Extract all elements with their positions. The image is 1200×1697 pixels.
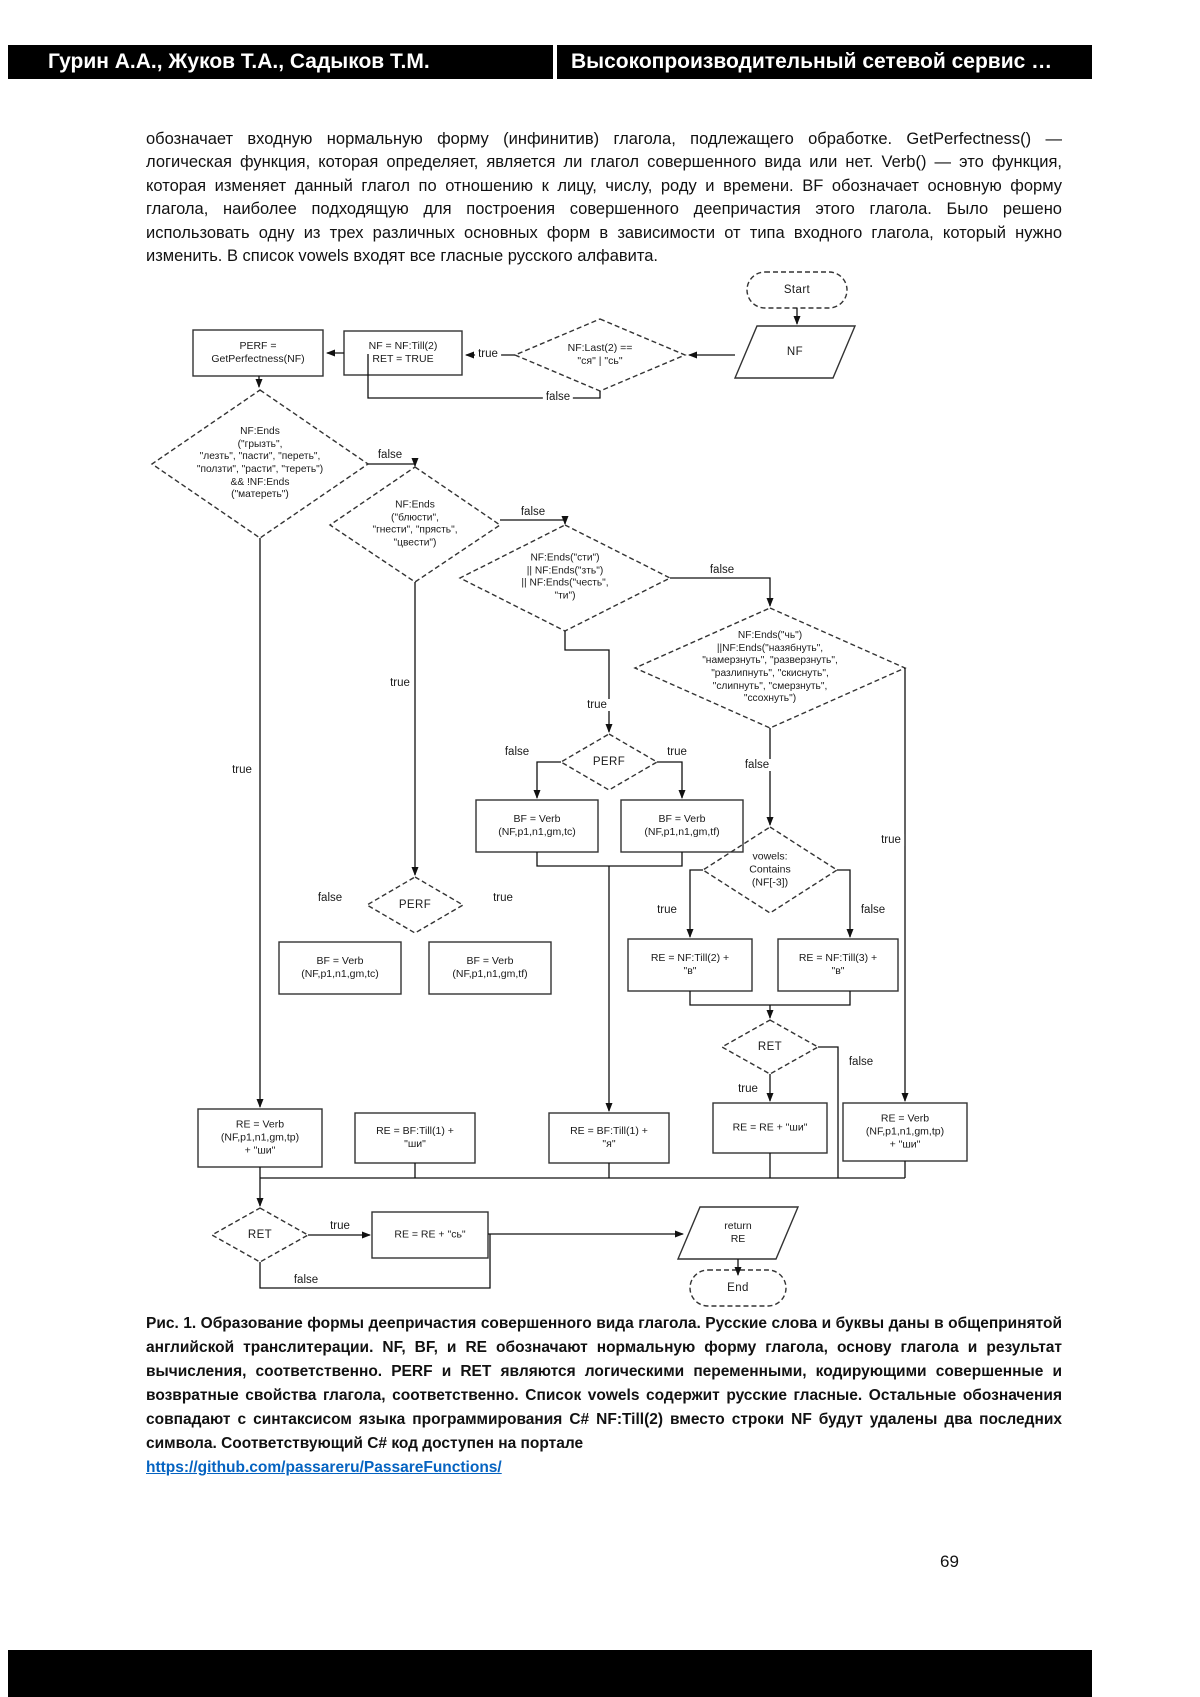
decision-sti-endings: NF:Ends("сти") || NF:Ends("зть") || NF:Ends("честь", "ти") <box>521 552 609 602</box>
decision-ret: RET <box>757 1040 783 1053</box>
process-re-bf-ya: RE = BF:Till(1) + "я" <box>570 1124 648 1150</box>
edge-label-false: false <box>543 391 573 403</box>
decision-vowels-contains: vowels: Contains (NF[-3]) <box>749 850 791 889</box>
edge-label-true: true <box>878 834 904 846</box>
edge-label-true: true <box>327 1220 353 1232</box>
figure-caption-text: Рис. 1. Образование формы деепричастия совершенного вида глагола. Русские слова и буквы даны в общепринятой английской транслитерации. NF, BF, и RE обозначают нормальную форму глагола, основу глагола и результат вычисления, соответственно. PERF и RET являются логическими переменными, кодирующими совершенные и возвратные свойства глагола, соответственно. Список vowels содержит русские гласные. Остальные обозначения совпадают с синтаксисом языка программирования C# NF:Till(2) вместо строки NF будут удалены два последних символа. Соответствующий C# код доступен на портале <box>146 1315 1062 1453</box>
end-node: End <box>727 1281 749 1294</box>
process-re-append-sja: RE = RE + "сь" <box>394 1228 466 1241</box>
header-bar <box>8 45 1092 79</box>
header-authors: Гурин А.А., Жуков Т.А., Садыков Т.М. <box>48 50 430 73</box>
process-bf-tc-upper: BF = Verb (NF,p1,n1,gm,tc) <box>498 812 576 838</box>
edge-label-true: true <box>490 892 516 904</box>
edge-label-true: true <box>475 348 501 360</box>
process-strip-reflexive: NF = NF:Till(2) RET = TRUE <box>368 339 438 365</box>
process-get-perfectness: PERF = GetPerfectness(NF) <box>211 339 305 365</box>
process-re-re-shi: RE = RE + "ши" <box>732 1121 808 1134</box>
header-running-title: Высокопроизводительный сетевой сервис … <box>571 50 1053 73</box>
edge-label-false: false <box>518 506 548 518</box>
process-bf-tc-lower: BF = Verb (NF,p1,n1,gm,tc) <box>301 954 379 980</box>
edge-label-false: false <box>858 904 888 916</box>
return-re-node: return RE <box>724 1219 752 1245</box>
page-number: 69 <box>940 1552 959 1571</box>
start-node: Start <box>783 283 811 296</box>
edge-label-true: true <box>584 699 610 711</box>
process-re-till3-v: RE = NF:Till(3) + "в" <box>798 951 878 977</box>
edge-label-true: true <box>664 746 690 758</box>
decision-perf-lower: PERF <box>398 898 432 911</box>
edge-label-true: true <box>654 904 680 916</box>
decision-ch-endings: NF:Ends("чь") ||NF:Ends("назябнуть", "намерзнуть", "разверзнуть", "разлипнуть", "скиснуть", "слипнуть", "смерзнуть", "ссохнуть") <box>702 630 838 705</box>
edge-label-false: false <box>846 1056 876 1068</box>
edge-label-true: true <box>387 677 413 689</box>
process-re-till2-v: RE = NF:Till(2) + "в" <box>650 951 730 977</box>
decision-perf-upper: PERF <box>592 755 626 768</box>
figure-caption <box>146 1312 1062 1480</box>
edge-label-false: false <box>502 746 532 758</box>
edge-label-false: false <box>315 892 345 904</box>
edge-label-false: false <box>375 449 405 461</box>
decision-blyusti-endings: NF:Ends ("блюсти", "гнести", "прясть", "цвести") <box>372 499 458 549</box>
edge-label-false: false <box>291 1274 321 1286</box>
footer-bar <box>8 1650 1092 1697</box>
process-bf-tf-lower: BF = Verb (NF,p1,n1,gm,tf) <box>452 954 528 980</box>
edge-label-true: true <box>735 1083 761 1095</box>
process-bf-tf-upper: BF = Verb (NF,p1,n1,gm,tf) <box>644 812 720 838</box>
input-nf-node: NF <box>786 345 804 358</box>
edge-label-false: false <box>707 564 737 576</box>
decision-gryzt-endings: NF:Ends ("грызть", "лезть", "пасти", "переть", "ползти", "расти", "тереть") && !NF:Ends ("матереть") <box>196 426 324 501</box>
decision-ret-final: RET <box>247 1228 273 1241</box>
figure-caption-link[interactable]: https://github.com/passareru/PassareFunctions/ <box>146 1459 502 1477</box>
edge-label-true: true <box>229 764 255 776</box>
process-re-verb-shi-left: RE = Verb (NF,p1,n1,gm,tp) + "ши" <box>220 1118 300 1157</box>
body-paragraph: обозначает входную нормальную форму (инфинитив) глагола, подлежащего обработке. GetPerfectness() — логическая функция, которая определяет, является ли глагол совершенного вида или нет. Verb() — это функция, которая изменяет данный глагол по отношению к лицу, числу, роду и времени. BF обозначает основную форму глагола, наиболее подходящую для построения совершенного деепричастия этого глагола. Было решено использовать одну из трех различных основных форм в зависимости от типа входного глагола, который нужно изменить. В список vowels входят все гласные русского алфавита. <box>146 130 1062 266</box>
edge-label-false: false <box>742 759 772 771</box>
decision-reflexive: NF:Last(2) == "ся" | "сь" <box>567 341 633 367</box>
process-re-bf-shi: RE = BF:Till(1) + "ши" <box>376 1124 454 1150</box>
process-re-verb-shi-right: RE = Verb (NF,p1,n1,gm,tp) + "ши" <box>865 1112 945 1151</box>
